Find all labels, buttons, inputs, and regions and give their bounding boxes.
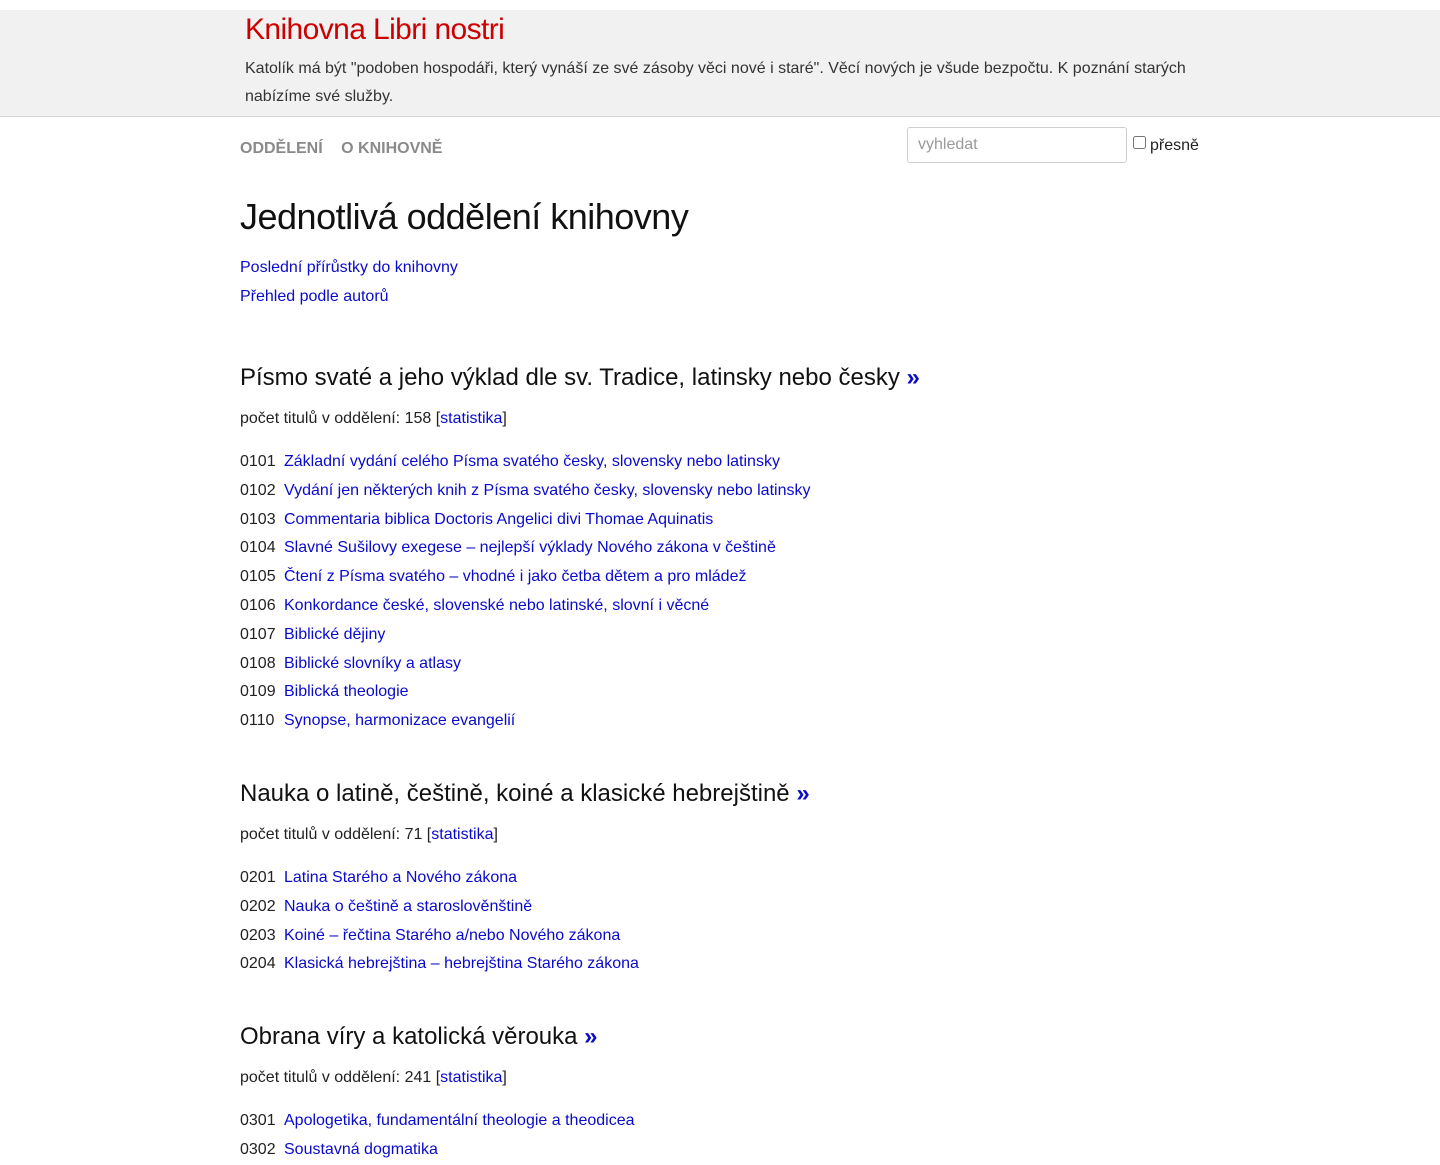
subsection-link[interactable]: Synopse, harmonizace evangelií bbox=[284, 712, 516, 730]
statistics-link[interactable]: statistika bbox=[431, 825, 494, 843]
subsection-code: 0203 bbox=[240, 926, 276, 944]
subsection-link[interactable]: Latina Starého a Nového zákona bbox=[284, 868, 518, 886]
subsection-link[interactable]: Commentaria biblica Doctoris Angelici divi Thomae Aquinatis bbox=[284, 510, 714, 528]
page-title: Jednotlivá oddělení knihovny bbox=[240, 196, 689, 237]
subsection-code: 0102 bbox=[240, 481, 276, 499]
subsection-link[interactable]: Apologetika, fundamentální theologie a theodicea bbox=[284, 1112, 635, 1130]
subsection-item bbox=[240, 1107, 1200, 1136]
subsection-code: 0103 bbox=[240, 510, 276, 528]
quick-links bbox=[240, 253, 1200, 311]
authors-overview-link[interactable]: Přehled podle autorů bbox=[240, 288, 389, 305]
subsection-item bbox=[240, 506, 1200, 535]
section bbox=[240, 363, 1200, 736]
site-motto: Katolík má být "podoben hospodáři, který vynáší ze své zásoby věci nové i staré". Věcí nových je všude bezpočtu. K poznání starých nabízíme své služby. bbox=[245, 60, 1186, 105]
exact-match-label: přesně bbox=[1150, 137, 1199, 154]
section-count: počet titulů v oddělení: 241 [statistika] bbox=[240, 1069, 507, 1087]
section-more-link[interactable]: » bbox=[796, 779, 810, 807]
count-value: 158 bbox=[404, 410, 432, 427]
subsection-item bbox=[240, 1136, 1200, 1165]
site-header bbox=[0, 10, 1440, 117]
subsection-list bbox=[240, 1107, 1200, 1165]
subsection-list bbox=[240, 448, 1200, 736]
subsection-code: 0110 bbox=[240, 712, 275, 730]
main-nav bbox=[240, 140, 456, 158]
subsection-link[interactable]: Vydání jen některých knih z Písma svatého česky, slovensky nebo latinsky bbox=[284, 481, 811, 499]
subsection-code: 0202 bbox=[240, 897, 276, 915]
section-title-text: Obrana víry a katolická věrouka bbox=[240, 1023, 578, 1051]
count-value: 71 bbox=[404, 825, 423, 843]
section-more-link[interactable]: » bbox=[906, 364, 920, 391]
subsection-item bbox=[240, 950, 1200, 979]
section-count: počet titulů v oddělení: 158 [statistika] bbox=[240, 410, 507, 427]
subsection-item bbox=[240, 893, 1200, 922]
search-input[interactable] bbox=[907, 127, 1127, 163]
subsection-link[interactable]: Soustavná dogmatika bbox=[284, 1140, 438, 1158]
subsection-code: 0107 bbox=[240, 625, 276, 643]
sections-list bbox=[240, 363, 1200, 1165]
section-title-text: Nauka o latině, češtině, koiné a klasické hebrejštině bbox=[240, 779, 790, 807]
statistics-link[interactable]: statistika bbox=[440, 410, 503, 427]
subsection-item bbox=[240, 678, 1200, 707]
nav-item-sections[interactable]: ODDĚLENÍ bbox=[240, 140, 323, 157]
subsection-link[interactable]: Koiné – řečtina Starého a/nebo Nového zákona bbox=[284, 926, 621, 944]
exact-match-option[interactable] bbox=[1133, 136, 1199, 155]
section-title bbox=[240, 779, 1200, 809]
nav-item-about[interactable]: O KNIHOVNĚ bbox=[341, 140, 443, 157]
subsection-link[interactable]: Biblické dějiny bbox=[284, 625, 386, 643]
statistics-link[interactable]: statistika bbox=[440, 1069, 503, 1087]
subsection-item bbox=[240, 650, 1200, 679]
top-strip bbox=[0, 0, 1440, 10]
subsection-item bbox=[240, 448, 1200, 477]
count-prefix: počet titulů v oddělení: bbox=[240, 410, 405, 427]
exact-match-checkbox[interactable] bbox=[1133, 136, 1146, 149]
subsection-link[interactable]: Čtení z Písma svatého – vhodné i jako četba dětem a pro mládež bbox=[284, 568, 747, 586]
subsection-code: 0204 bbox=[240, 955, 276, 973]
section bbox=[240, 1022, 1200, 1165]
subsection-link[interactable]: Základní vydání celého Písma svatého česky, slovensky nebo latinsky bbox=[284, 453, 780, 470]
subsection-item bbox=[240, 477, 1200, 506]
subsection-link[interactable]: Nauka o češtině a staroslověnštině bbox=[284, 897, 533, 915]
subsection-code: 0201 bbox=[240, 868, 276, 886]
subsection-item bbox=[240, 563, 1200, 592]
subsection-item bbox=[240, 621, 1200, 650]
section-count: počet titulů v oddělení: 71 [statistika] bbox=[240, 825, 498, 843]
count-prefix: počet titulů v oddělení: bbox=[240, 825, 405, 843]
section-title-text: Písmo svaté a jeho výklad dle sv. Tradice, latinsky nebo česky bbox=[240, 364, 900, 391]
section-more-link[interactable]: » bbox=[584, 1023, 598, 1051]
subsection-code: 0108 bbox=[240, 654, 276, 672]
count-value: 241 bbox=[404, 1069, 432, 1087]
subsection-item bbox=[240, 864, 1200, 893]
subsection-code: 0109 bbox=[240, 683, 276, 701]
recent-additions-link[interactable]: Poslední přírůstky do knihovny bbox=[240, 259, 458, 276]
subsection-item bbox=[240, 592, 1200, 621]
count-prefix: počet titulů v oddělení: bbox=[240, 1069, 405, 1087]
subsection-item bbox=[240, 922, 1200, 951]
main-content bbox=[240, 195, 1200, 1165]
subsection-link[interactable]: Konkordance české, slovenské nebo latinské, slovní i věcné bbox=[284, 596, 710, 614]
subsection-item bbox=[240, 707, 1200, 736]
subsection-link[interactable]: Biblické slovníky a atlasy bbox=[284, 654, 461, 672]
section-title bbox=[240, 1022, 1200, 1052]
subsection-link[interactable]: Biblická theologie bbox=[284, 683, 409, 701]
subsection-link[interactable]: Slavné Sušilovy exegese – nejlepší výklady Nového zákona v češtině bbox=[284, 539, 776, 557]
site-title[interactable]: Knihovna Libri nostri bbox=[245, 13, 505, 46]
subsection-code: 0302 bbox=[240, 1140, 276, 1158]
section bbox=[240, 779, 1200, 979]
subsection-code: 0106 bbox=[240, 596, 276, 614]
subsection-item bbox=[240, 534, 1200, 563]
subsection-link[interactable]: Klasická hebrejština – hebrejština Starého zákona bbox=[284, 955, 639, 973]
subsection-code: 0105 bbox=[240, 568, 276, 586]
subsection-code: 0301 bbox=[240, 1112, 276, 1130]
subsection-code: 0104 bbox=[240, 539, 276, 557]
subsection-code: 0101 bbox=[240, 453, 276, 470]
section-title bbox=[240, 363, 1200, 393]
subsection-list bbox=[240, 864, 1200, 979]
